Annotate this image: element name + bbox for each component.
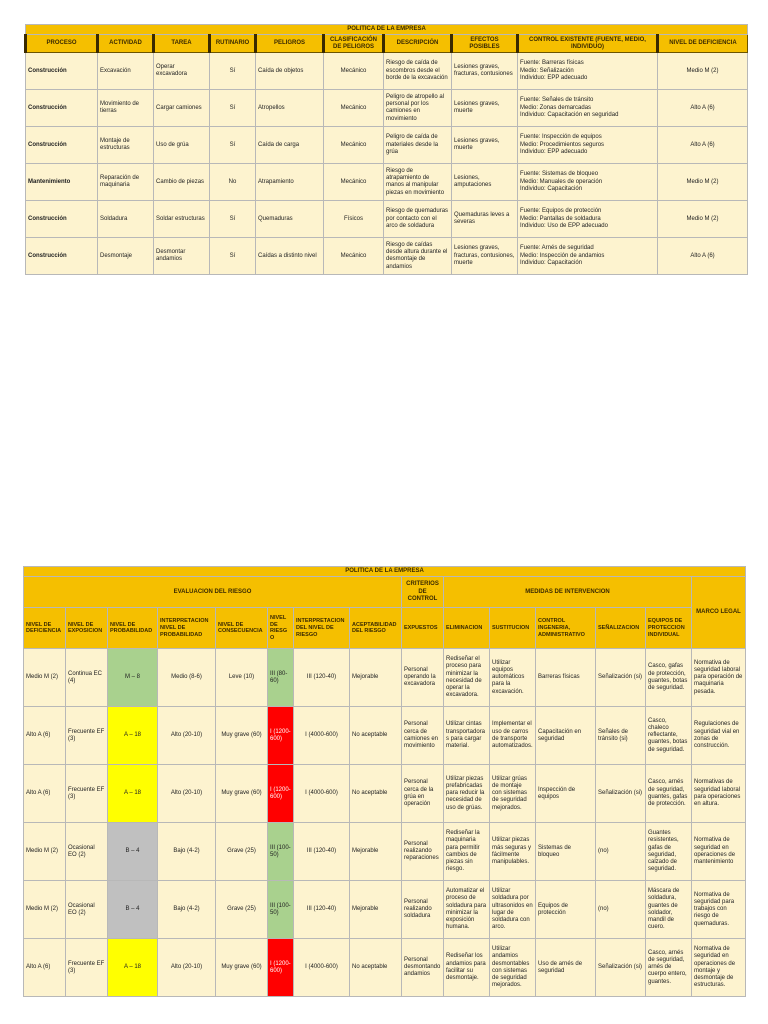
header-senalizacion: SEÑALIZACION [596, 608, 646, 649]
control-existente-cell [518, 53, 658, 90]
deficiencia-cell: Alto A (6) [658, 90, 748, 127]
consecuencia-cell: Leve (10) [216, 649, 268, 707]
control-individuo: Individuo: Capacitación [520, 259, 583, 266]
control-medio: Medio: Procedimientos seguros [520, 141, 605, 148]
interp-probabilidad-cell: Alto (20-10) [158, 707, 216, 765]
interp-riesgo-cell: I (4000-600) [294, 765, 350, 823]
header-epp: EQUIPOS DE PROTECCION INDIVIDUAL [646, 608, 692, 649]
expuestos-cell: Personal cerca de camiones en movimiento [402, 707, 444, 765]
expuestos-cell: Personal cerca de la grúa en operación [402, 765, 444, 823]
section-criterios: CRITERIOS DE CONTROL [402, 577, 444, 608]
control-cell: Uso de arnés de seguridad [536, 939, 596, 997]
control-cell: Capacitación en seguridad [536, 707, 596, 765]
descripcion-cell: Peligro de atropello al personal por los camiones en movimiento [384, 90, 452, 127]
aceptabilidad-cell: No aceptable [350, 939, 402, 997]
control-medio: Medio: Pantallas de soldadura [520, 215, 601, 222]
exposicion-cell: Ocasional EO (2) [66, 881, 108, 939]
control-cell: Sistemas de bloqueo [536, 823, 596, 881]
control-fuente: Fuente: Arnés de seguridad [520, 245, 594, 252]
header-peligros: PELIGROS [256, 35, 324, 53]
table-row [24, 707, 746, 765]
header-control-ingenieria: CONTROL INGENERIA, ADMINISTRATIVO [536, 608, 596, 649]
control-individuo: Individuo: Capacitación en seguridad [520, 111, 619, 118]
header-efectos: EFECTOS POSIBLES [452, 35, 518, 53]
tarea-cell: Cargar camiones [154, 90, 210, 127]
eliminacion-cell: Rediseñar la maquinaria para permitir cambios de piezas sin riesgo. [444, 823, 490, 881]
epp-cell: Casco, arnés de seguridad, arnés de cuerpo entero, guantes. [646, 939, 692, 997]
sustitucion-cell: Utilizar piezas más seguras y fácilmente manipulables. [490, 823, 536, 881]
consecuencia-cell: Muy grave (60) [216, 707, 268, 765]
header-nivel-deficiencia: NIVEL DE DEFICIENCIA [658, 35, 748, 53]
aceptabilidad-cell: Mejorable [350, 649, 402, 707]
header-actividad: ACTIVIDAD [98, 35, 154, 53]
actividad-cell: Excavación [98, 53, 154, 90]
header-rutinario: RUTINARIO [210, 35, 256, 53]
header-control-existente: CONTROL EXISTENTE (FUENTE, MEDIO, INDIVIDUO) [518, 35, 658, 53]
aceptabilidad-cell: Mejorable [350, 881, 402, 939]
control-medio: Medio: Manuales de operación [520, 178, 603, 185]
table-row [24, 823, 746, 881]
proceso-cell: Construcción [26, 90, 98, 127]
deficiencia-cell: Medio M (2) [24, 881, 66, 939]
control-existente-cell [518, 238, 658, 275]
descripcion-cell: Riesgo de caída de escombros desde el borde de la excavación [384, 53, 452, 90]
table1-title: POLITICA DE LA EMPRESA [26, 25, 748, 35]
table-row [26, 127, 748, 164]
probabilidad-cell: A – 18 [108, 939, 158, 997]
sustitucion-cell: Utilizar soldadura por ultrasonidos en lugar de soldadura con arco. [490, 881, 536, 939]
descripcion-cell: Riesgo de atrapamiento de manos al manipular piezas en movimiento [384, 164, 452, 201]
deficiencia-cell: Alto A (6) [658, 238, 748, 275]
expuestos-cell: Personal realizando soldadura [402, 881, 444, 939]
header-eliminacion: ELIMINACION [444, 608, 490, 649]
header-clasificacion: CLASIFICACIÓN DE PELIGROS [324, 35, 384, 53]
epp-cell: Guantes resistentes, gafas de seguridad, calzado de seguridad. [646, 823, 692, 881]
efectos-cell: Lesiones, amputaciones [452, 164, 518, 201]
descripcion-cell: Riesgo de quemaduras por contacto con el arco de soldadura [384, 201, 452, 238]
senalizacion-cell: Señalización (si) [596, 649, 646, 707]
deficiencia-cell: Medio M (2) [658, 164, 748, 201]
control-cell: Equipos de protección [536, 881, 596, 939]
sustitucion-cell: Utilizar equipos automáticos para la excavación. [490, 649, 536, 707]
rutinario-cell: Sí [210, 238, 256, 275]
control-individuo: Individuo: EPP adecuado [520, 148, 588, 155]
eliminacion-cell: Utilizar cintas transportadoras para cargar material. [444, 707, 490, 765]
header-nivel-riesgo: NIVEL DE RIESGO [268, 608, 294, 649]
exposicion-cell: Ocasional EO (2) [66, 823, 108, 881]
proceso-cell: Construcción [26, 238, 98, 275]
expuestos-cell: Personal realizando reparaciones [402, 823, 444, 881]
probabilidad-cell: B – 4 [108, 881, 158, 939]
table-row [24, 765, 746, 823]
deficiencia-cell: Medio M (2) [658, 53, 748, 90]
peligro-cell: Quemaduras [256, 201, 324, 238]
epp-cell: Casco, chaleco reflectante, guantes, botas de seguridad. [646, 707, 692, 765]
eliminacion-cell: Utilizar piezas prefabricadas para reducir la necesidad de uso de grúas. [444, 765, 490, 823]
eliminacion-cell: Rediseñar el proceso para minimizar la necesidad de operar la excavadora. [444, 649, 490, 707]
control-cell: Barreras físicas [536, 649, 596, 707]
proceso-cell: Construcción [26, 53, 98, 90]
header-deficiencia: NIVEL DE DEFICIENCIA [24, 608, 66, 649]
eliminacion-cell: Automatizar el proceso de soldadura para minimizar la exposición humana. [444, 881, 490, 939]
probabilidad-cell: A – 18 [108, 707, 158, 765]
aceptabilidad-cell: No aceptable [350, 707, 402, 765]
nivel-riesgo-cell: III (100-50) [268, 823, 294, 881]
interp-probabilidad-cell: Alto (20-10) [158, 939, 216, 997]
interp-probabilidad-cell: Bajo (4-2) [158, 823, 216, 881]
tarea-cell: Desmontar andamios [154, 238, 210, 275]
deficiencia-cell: Alto A (6) [658, 127, 748, 164]
eliminacion-cell: Rediseñar los andamios para facilitar su desmontaje. [444, 939, 490, 997]
control-medio: Medio: Señalización [520, 67, 574, 74]
header-probabilidad: NIVEL DE PROBABILIDAD [108, 608, 158, 649]
header-exposicion: NIVEL DE EXPOSICION [66, 608, 108, 649]
efectos-cell: Quemaduras leves a severas [452, 201, 518, 238]
nivel-riesgo-cell: I (1200-600) [268, 765, 294, 823]
rutinario-cell: Sí [210, 127, 256, 164]
nivel-riesgo-cell: III (80-60) [268, 649, 294, 707]
peligro-cell: Caídas a distinto nivel [256, 238, 324, 275]
proceso-cell: Construcción [26, 201, 98, 238]
probabilidad-cell: M – 8 [108, 649, 158, 707]
table-row [26, 238, 748, 275]
table-row [26, 164, 748, 201]
epp-cell: Casco, gafas de protección, guantes, botas de seguridad. [646, 649, 692, 707]
senalizacion-cell: (no) [596, 881, 646, 939]
sustitucion-cell: Utilizar andamios desmontables con sistemas de seguridad mejorados. [490, 939, 536, 997]
consecuencia-cell: Muy grave (60) [216, 939, 268, 997]
senalizacion-cell: Señalización (si) [596, 765, 646, 823]
control-fuente: Fuente: Equipos de protección [520, 208, 602, 215]
deficiencia-cell: Medio M (2) [658, 201, 748, 238]
tarea-cell: Uso de grúa [154, 127, 210, 164]
control-cell: Inspección de equipos [536, 765, 596, 823]
header-marco-legal: MARCO LEGAL [692, 577, 746, 649]
actividad-cell: Reparación de maquinaria [98, 164, 154, 201]
expuestos-cell: Personal desmontando andamios [402, 939, 444, 997]
control-individuo: Individuo: EPP adecuado [520, 74, 588, 81]
header-descripcion: DESCRIPCIÓN [384, 35, 452, 53]
table2-title: POLITICA DE LA EMPRESA [24, 567, 746, 577]
probabilidad-cell: A – 18 [108, 765, 158, 823]
efectos-cell: Lesiones graves, fracturas, contusiones, muerte [452, 238, 518, 275]
control-fuente: Fuente: Señales de tránsito [520, 97, 594, 104]
clasificacion-cell: Mecánico [324, 164, 384, 201]
interp-riesgo-cell: I (4000-600) [294, 707, 350, 765]
table-row [26, 90, 748, 127]
header-interp-riesgo: INTERPRETACION DEL NIVEL DE RIESGO [294, 608, 350, 649]
actividad-cell: Montaje de estructuras [98, 127, 154, 164]
control-existente-cell [518, 201, 658, 238]
risk-evaluation-table [23, 566, 746, 997]
marco-legal-cell: Regulaciones de seguridad vial en zonas de construcción. [692, 707, 746, 765]
control-fuente: Fuente: Inspección de equipos [520, 134, 602, 141]
deficiencia-cell: Medio M (2) [24, 823, 66, 881]
deficiencia-cell: Alto A (6) [24, 939, 66, 997]
epp-cell: Casco, arnés de seguridad, guantes, gafas de protección. [646, 765, 692, 823]
exposicion-cell: Continua EC (4) [66, 649, 108, 707]
control-medio: Medio: Inspección de andamios [520, 252, 605, 259]
table-row [26, 53, 748, 90]
epp-cell: Máscara de soldadura, guantes de soldador, mandil de cuero. [646, 881, 692, 939]
interp-riesgo-cell: III (120-40) [294, 881, 350, 939]
efectos-cell: Lesiones graves, fracturas, contusiones [452, 53, 518, 90]
interp-probabilidad-cell: Bajo (4-2) [158, 881, 216, 939]
peligro-cell: Atrapamiento [256, 164, 324, 201]
peligro-cell: Atropellos [256, 90, 324, 127]
senalizacion-cell: Señales de tránsito (si) [596, 707, 646, 765]
interp-probabilidad-cell: Medio (8-6) [158, 649, 216, 707]
proceso-cell: Mantenimiento [26, 164, 98, 201]
header-aceptabilidad: ACEPTABILIDAD DEL RIESGO [350, 608, 402, 649]
nivel-riesgo-cell: III (100-50) [268, 881, 294, 939]
senalizacion-cell: Señalización (si) [596, 939, 646, 997]
marco-legal-cell: Normativa de seguridad en operaciones de mantenimiento [692, 823, 746, 881]
marco-legal-cell: Normativa de seguridad para trabajos con riesgo de quemaduras. [692, 881, 746, 939]
interp-riesgo-cell: I (4000-600) [294, 939, 350, 997]
interp-probabilidad-cell: Alto (20-10) [158, 765, 216, 823]
table-row [24, 939, 746, 997]
header-tarea: TAREA [154, 35, 210, 53]
risk-identification-table [24, 24, 748, 275]
section-medidas: MEDIDAS DE INTERVENCION [444, 577, 692, 608]
deficiencia-cell: Alto A (6) [24, 765, 66, 823]
header-expuestos: EXPUESTOS [402, 608, 444, 649]
proceso-cell: Construcción [26, 127, 98, 164]
table-row [24, 881, 746, 939]
sustitucion-cell: Utilizar grúas de montaje con sistemas de seguridad mejorados. [490, 765, 536, 823]
rutinario-cell: Sí [210, 201, 256, 238]
consecuencia-cell: Grave (25) [216, 881, 268, 939]
header-interp-probabilidad: INTERPRETACION NIVEL DE PROBABILIDAD [158, 608, 216, 649]
exposicion-cell: Frecuente EF (3) [66, 939, 108, 997]
control-existente-cell [518, 164, 658, 201]
interp-riesgo-cell: III (120-40) [294, 649, 350, 707]
control-individuo: Individuo: Uso de EPP adecuado [520, 222, 608, 229]
marco-legal-cell: Normativa de seguridad laboral para operación de maquinaria pesada. [692, 649, 746, 707]
deficiencia-cell: Alto A (6) [24, 707, 66, 765]
exposicion-cell: Frecuente EF (3) [66, 765, 108, 823]
tarea-cell: Operar excavadora [154, 53, 210, 90]
clasificacion-cell: Mecánico [324, 53, 384, 90]
control-existente-cell [518, 90, 658, 127]
header-proceso: PROCESO [26, 35, 98, 53]
consecuencia-cell: Grave (25) [216, 823, 268, 881]
probabilidad-cell: B – 4 [108, 823, 158, 881]
control-individuo: Individuo: Capacitación [520, 185, 583, 192]
rutinario-cell: No [210, 164, 256, 201]
section-evaluacion: EVALUACION DEL RIESGO [24, 577, 402, 608]
table-row [24, 649, 746, 707]
expuestos-cell: Personal operando la excavadora [402, 649, 444, 707]
header-consecuencia: NIVEL DE CONSECUENCIA [216, 608, 268, 649]
actividad-cell: Movimiento de tierras [98, 90, 154, 127]
actividad-cell: Soldadura [98, 201, 154, 238]
senalizacion-cell: (no) [596, 823, 646, 881]
descripcion-cell: Riesgo de caídas desde altura durante el desmontaje de andamios [384, 238, 452, 275]
clasificacion-cell: Mecánico [324, 238, 384, 275]
peligro-cell: Caída de carga [256, 127, 324, 164]
interp-riesgo-cell: III (120-40) [294, 823, 350, 881]
efectos-cell: Lesiones graves, muerte [452, 127, 518, 164]
clasificacion-cell: Físicos [324, 201, 384, 238]
consecuencia-cell: Muy grave (60) [216, 765, 268, 823]
rutinario-cell: Sí [210, 90, 256, 127]
tarea-cell: Soldar estructuras [154, 201, 210, 238]
actividad-cell: Desmontaje [98, 238, 154, 275]
peligro-cell: Caída de objetos [256, 53, 324, 90]
nivel-riesgo-cell: I (1200-600) [268, 939, 294, 997]
aceptabilidad-cell: No aceptable [350, 765, 402, 823]
nivel-riesgo-cell: I (1200-600) [268, 707, 294, 765]
clasificacion-cell: Mecánico [324, 90, 384, 127]
sustitucion-cell: Implementar el uso de carros de transporte automatizados. [490, 707, 536, 765]
marco-legal-cell: Normativa de seguridad en operaciones de montaje y desmontaje de estructuras. [692, 939, 746, 997]
control-existente-cell [518, 127, 658, 164]
rutinario-cell: Sí [210, 53, 256, 90]
aceptabilidad-cell: Mejorable [350, 823, 402, 881]
descripcion-cell: Peligro de caída de materiales desde la grúa [384, 127, 452, 164]
deficiencia-cell: Medio M (2) [24, 649, 66, 707]
efectos-cell: Lesiones graves, muerte [452, 90, 518, 127]
tarea-cell: Cambio de piezas [154, 164, 210, 201]
exposicion-cell: Frecuente EF (3) [66, 707, 108, 765]
control-fuente: Fuente: Sistemas de bloqueo [520, 171, 599, 178]
header-sustitucion: SUSTITUCION [490, 608, 536, 649]
table-row [26, 201, 748, 238]
marco-legal-cell: Normativas de seguridad laboral para operaciones en altura. [692, 765, 746, 823]
control-medio: Medio: Zonas demarcadas [520, 104, 592, 111]
clasificacion-cell: Mecánico [324, 127, 384, 164]
control-fuente: Fuente: Barreras físicas [520, 60, 584, 67]
